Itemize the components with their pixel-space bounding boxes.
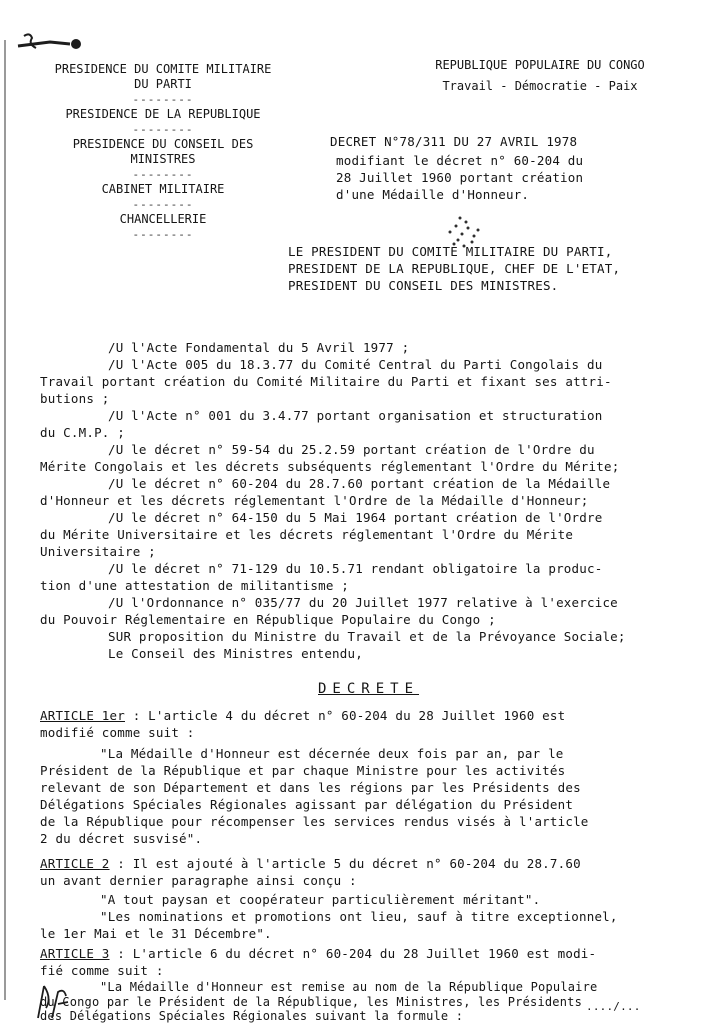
- article-line: Délégations Spéciales Régionales agissant par délégation du Président: [40, 797, 574, 812]
- header-line: PRESIDENCE DE LA REPUBLIQUE: [65, 107, 261, 121]
- article-2-text: : Il est ajouté à l'article 5 du décret n° 60-204 du 28.7.60: [109, 856, 581, 871]
- visa-line: Mérite Congolais et les décrets subséquents réglementant l'Ordre du Mérite;: [40, 459, 620, 474]
- decree-subject-line: 28 Juillet 1960 portant création: [336, 170, 584, 185]
- header-divider: --------: [132, 198, 194, 211]
- article-line: "A tout paysan et coopérateur particulièrement méritant".: [100, 892, 541, 907]
- handwritten-mark: [10, 28, 90, 63]
- visa-line: Travail portant création du Comité Militaire du Parti et fixant ses attri-: [40, 374, 612, 389]
- visa-line: /U le décret n° 59-54 du 25.2.59 portant création de l'Ordre du: [108, 442, 595, 457]
- article-line: "La Médaille d'Honneur est décernée deux fois par an, par le: [100, 746, 564, 761]
- visa-line: /U l'Ordonnance n° 035/77 du 20 Juillet 1977 relative à l'exercice: [108, 595, 618, 610]
- article-line: fié comme suit :: [40, 963, 164, 978]
- visa-line: butions ;: [40, 391, 110, 406]
- article-3-heading: [40, 946, 596, 961]
- left-header: [28, 62, 298, 242]
- decrete-heading: DECRETE: [318, 681, 420, 697]
- visa-line: /U l'Acte n° 001 du 3.4.77 portant organisation et structuration: [108, 408, 603, 423]
- article-2-label: ARTICLE 2: [40, 856, 110, 871]
- article-3-text: : L'article 6 du décret n° 60-204 du 28 Juillet 1960 est modi-: [109, 946, 597, 961]
- article-1-text: : L'article 4 du décret n° 60-204 du 28 Juillet 1960 est: [124, 708, 566, 723]
- national-motto: Travail - Démocratie - Paix: [442, 79, 638, 93]
- article-line: 2 du décret susvisé".: [40, 831, 203, 846]
- visa-line: du Mérite Universitaire et les décrets réglementant l'Ordre du Mérite: [40, 527, 574, 542]
- visa-line: Universitaire ;: [40, 544, 156, 559]
- article-line: le 1er Mai et le 31 Décembre".: [40, 926, 272, 941]
- handwritten-initials: [28, 978, 78, 1022]
- visa-line: tion d'une attestation de militantisme ;: [40, 578, 350, 593]
- issuer-line: PRESIDENT DU CONSEIL DES MINISTRES.: [288, 278, 559, 293]
- header-divider: --------: [132, 93, 194, 106]
- visa-line: Le Conseil des Ministres entendu,: [108, 646, 363, 661]
- article-line: "Les nominations et promotions ont lieu, sauf à titre exceptionnel,: [100, 909, 618, 924]
- article-line: du Congo par le Président de la République, les Ministres, les Présidents: [40, 995, 582, 1009]
- visa-line: /U l'Acte Fondamental du 5 Avril 1977 ;: [108, 340, 410, 355]
- right-header: [380, 58, 700, 94]
- margin-line: [4, 40, 6, 1000]
- header-line: PRESIDENCE DU CONSEIL DES: [72, 137, 254, 151]
- article-line: "La Médaille d'Honneur est remise au nom de la République Populaire: [100, 980, 598, 994]
- header-line: MINISTRES: [130, 152, 196, 166]
- issuer-line: PRESIDENT DE LA REPUBLIQUE, CHEF DE L'ETAT,: [288, 261, 621, 276]
- article-line: de la République pour récompenser les services rendus visés à l'article: [40, 814, 589, 829]
- visa-line: /U le décret n° 60-204 du 28.7.60 portant création de la Médaille: [108, 476, 611, 491]
- article-1-heading: [40, 708, 565, 723]
- article-line: un avant dernier paragraphe ainsi conçu :: [40, 873, 357, 888]
- visa-line: d'Honneur et les décrets réglementant l'Ordre de la Médaille d'Honneur;: [40, 493, 589, 508]
- header-divider: --------: [132, 228, 194, 241]
- visa-line: /U le décret n° 71-129 du 10.5.71 rendant obligatoire la produc-: [108, 561, 603, 576]
- decree-subject-line: modifiant le décret n° 60-204 du: [336, 153, 584, 168]
- header-line: CHANCELLERIE: [119, 212, 207, 226]
- article-line: Président de la République et par chaque Ministre pour les activités: [40, 763, 566, 778]
- article-line: des Délégations Spéciales Régionales suivant la formule :: [40, 1009, 464, 1023]
- article-line: modifié comme suit :: [40, 725, 195, 740]
- issuer-line: LE PRESIDENT DU COMITE MILITAIRE DU PARTI,: [288, 244, 613, 259]
- visa-line: du C.M.P. ;: [40, 425, 125, 440]
- visa-line: /U le décret n° 64-150 du 5 Mai 1964 portant création de l'Ordre: [108, 510, 603, 525]
- visa-line: /U l'Acte 005 du 18.3.77 du Comité Central du Parti Congolais du: [108, 357, 603, 372]
- decree-subject-line: d'une Médaille d'Honneur.: [336, 187, 530, 202]
- decree-number: DECRET N°78/311 DU 27 AVRIL 1978: [330, 134, 578, 149]
- visa-line: du Pouvoir Réglementaire en République Populaire du Congo ;: [40, 612, 496, 627]
- header-line: DU PARTI: [134, 77, 192, 91]
- article-1-label: ARTICLE 1er: [40, 708, 125, 723]
- article-2-heading: [40, 856, 581, 871]
- continuation-mark: ..../...: [586, 1000, 641, 1013]
- header-line: CABINET MILITAIRE: [101, 182, 225, 196]
- article-3-label: ARTICLE 3: [40, 946, 110, 961]
- article-line: relevant de son Département et dans les régions par les Présidents des: [40, 780, 581, 795]
- header-divider: --------: [132, 123, 194, 136]
- header-line: PRESIDENCE DU COMITE MILITAIRE: [54, 62, 272, 76]
- header-divider: --------: [132, 168, 194, 181]
- country-name: REPUBLIQUE POPULAIRE DU CONGO: [435, 58, 645, 72]
- visa-line: SUR proposition du Ministre du Travail et de la Prévoyance Sociale;: [108, 629, 626, 644]
